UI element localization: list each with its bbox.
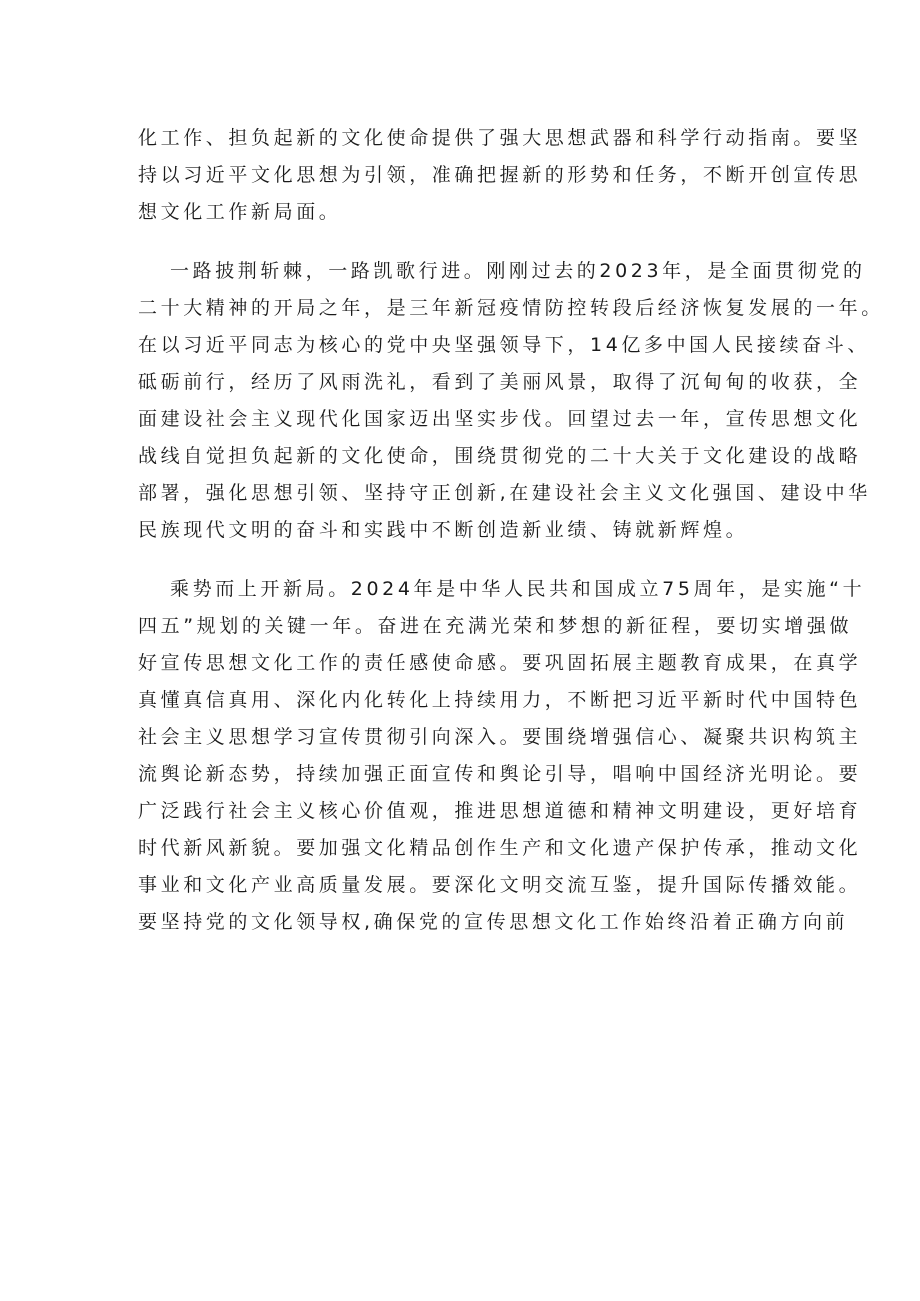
text-line: 持以习近平文化思想为引领，准确把握新的形势和任务，不断开创宣传思 bbox=[138, 164, 862, 186]
text-line: 砥砺前行，经历了风雨洗礼，看到了美丽风景，取得了沉甸甸的收获，全 bbox=[138, 371, 862, 393]
text-line: 在以习近平同志为核心的党中央坚强领导下，14亿多中国人民接续奋斗、 bbox=[138, 334, 870, 356]
text-line: 流舆论新态势，持续加强正面宣传和舆论引导，唱响中国经济光明论。要 bbox=[138, 763, 862, 785]
text-line: 二十大精神的开局之年，是三年新冠疫情防控转段后经济恢复发展的一年。 bbox=[138, 297, 884, 319]
paragraph-3 bbox=[138, 571, 866, 941]
text-line: 四五”规划的关键一年。奋进在充满光荣和梦想的新征程，要切实增强做 bbox=[138, 615, 853, 637]
text-line: 时代新风新貌。要加强文化精品创作生产和文化遗产保护传承，推动文化 bbox=[138, 837, 862, 859]
text-line: 要坚持党的文化领导权,确保党的宣传思想文化工作始终沿着正确方向前 bbox=[138, 911, 849, 933]
text-line: 社会主义思想学习宣传贯彻引向深入。要围绕增强信心、凝聚共识构筑主 bbox=[138, 726, 862, 748]
text-line: 想文化工作新局面。 bbox=[138, 201, 342, 223]
paragraph-1 bbox=[138, 120, 862, 231]
text-line: 面建设社会主义现代化国家迈出坚实步伐。回望过去一年，宣传思想文化 bbox=[138, 408, 862, 430]
paragraph-2 bbox=[138, 253, 884, 549]
text-line: 一路披荆斩棘，一路凯歌行进。刚刚过去的2023年，是全面贯彻党的 bbox=[170, 260, 866, 282]
text-line: 战线自觉担负起新的文化使命，围绕贯彻党的二十大关于文化建设的战略 bbox=[138, 445, 862, 467]
document-body bbox=[138, 120, 884, 963]
text-line: 部署，强化思想引领、坚持守正创新,在建设社会主义文化强国、建设中华 bbox=[138, 482, 871, 504]
text-line: 乘势而上开新局。2024年是中华人民共和国成立75周年，是实施“十 bbox=[170, 578, 866, 600]
text-line: 真懂真信真用、深化内化转化上持续用力，不断把习近平新时代中国特色 bbox=[138, 689, 862, 711]
text-line: 事业和文化产业高质量发展。要深化文明交流互鉴，提升国际传播效能。 bbox=[138, 874, 862, 896]
text-line: 民族现代文明的奋斗和实践中不断创造新业绩、铸就新辉煌。 bbox=[138, 519, 749, 541]
text-line: 好宣传思想文化工作的责任感使命感。要巩固拓展主题教育成果，在真学 bbox=[138, 652, 862, 674]
text-line: 广泛践行社会主义核心价值观，推进思想道德和精神文明建设，更好培育 bbox=[138, 800, 862, 822]
text-line: 化工作、担负起新的文化使命提供了强大思想武器和科学行动指南。要坚 bbox=[138, 127, 862, 149]
